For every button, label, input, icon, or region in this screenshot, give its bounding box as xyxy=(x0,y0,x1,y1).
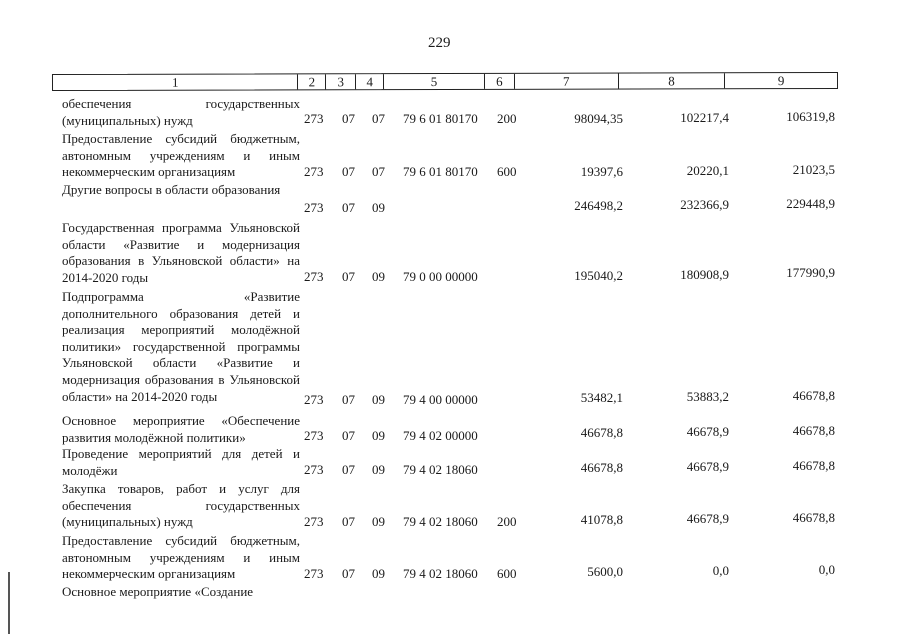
cell-podrazdel: 07 xyxy=(372,164,385,179)
cell-razdel: 07 xyxy=(342,428,355,443)
scan-margin-line xyxy=(8,572,10,634)
cell-year-3: 46678,8 xyxy=(792,510,835,525)
cell-year-2: 53883,2 xyxy=(686,389,729,404)
row-name: Предоставление субсидий бюджетным, автономным учреждениям и иным некоммерческим организациям xyxy=(62,533,300,582)
cell-admin: 273 xyxy=(304,200,324,215)
row-name: Основное мероприятие «Создание xyxy=(62,584,254,599)
row-name: Закупка товаров, работ и услуг для обеспечения государственных (муниципальных) нужд xyxy=(62,481,300,530)
cell-admin: 273 xyxy=(304,566,324,581)
cell-csr: 79 6 01 80170 xyxy=(403,164,478,179)
cell-year-3: 177990,9 xyxy=(786,265,835,280)
cell-admin: 273 xyxy=(304,164,324,179)
cell-year-2: 0,0 xyxy=(712,563,729,578)
cell-admin: 273 xyxy=(304,514,324,529)
cell-csr: 79 4 00 00000 xyxy=(403,392,478,407)
header-col-6: 6 xyxy=(485,74,515,89)
cell-year-2: 46678,9 xyxy=(686,511,729,526)
cell-admin: 273 xyxy=(304,462,324,477)
cell-podrazdel: 07 xyxy=(372,111,385,126)
cell-year-1: 46678,8 xyxy=(580,425,623,440)
cell-year-3: 46678,8 xyxy=(792,388,835,403)
cell-razdel: 07 xyxy=(342,392,355,407)
cell-admin: 273 xyxy=(304,428,324,443)
cell-razdel: 07 xyxy=(342,111,355,126)
cell-razdel: 07 xyxy=(342,462,355,477)
cell-csr: 79 0 00 00000 xyxy=(403,269,478,284)
cell-year-3: 46678,8 xyxy=(792,458,835,473)
header-col-4: 4 xyxy=(356,74,384,89)
cell-year-2: 46678,9 xyxy=(686,424,729,439)
cell-year-1: 53482,1 xyxy=(580,390,623,405)
header-col-5: 5 xyxy=(384,74,485,89)
header-col-3: 3 xyxy=(326,74,356,89)
cell-year-1: 41078,8 xyxy=(580,512,623,527)
cell-admin: 273 xyxy=(304,269,324,284)
cell-podrazdel: 09 xyxy=(372,392,385,407)
header-col-9: 9 xyxy=(777,73,785,89)
cell-admin: 273 xyxy=(304,111,324,126)
cell-year-3: 21023,5 xyxy=(792,162,835,177)
cell-csr: 79 4 02 18060 xyxy=(403,462,478,477)
cell-csr: 79 4 02 18060 xyxy=(403,514,478,529)
cell-year-1: 195040,2 xyxy=(574,268,623,283)
row-name: Основное мероприятие «Обеспечение развития молодёжной политики» xyxy=(62,413,300,445)
header-col-8: 8 xyxy=(619,73,726,88)
cell-year-1: 246498,2 xyxy=(574,198,623,213)
cell-year-1: 5600,0 xyxy=(587,564,623,579)
cell-razdel: 07 xyxy=(342,164,355,179)
cell-razdel: 07 xyxy=(342,566,355,581)
row-name: Проведение мероприятий для детей и молодёжи xyxy=(62,446,300,478)
row-name: Предоставление субсидий бюджетным, автономным учреждениям и иным некоммерческим организациям xyxy=(62,131,300,180)
cell-year-2: 102217,4 xyxy=(680,110,729,125)
cell-podrazdel: 09 xyxy=(372,428,385,443)
cell-vr: 200 xyxy=(497,514,517,529)
cell-year-3: 0,0 xyxy=(818,562,835,577)
cell-podrazdel: 09 xyxy=(372,200,385,215)
cell-csr: 79 6 01 80170 xyxy=(403,111,478,126)
cell-podrazdel: 09 xyxy=(372,462,385,477)
cell-admin: 273 xyxy=(304,392,324,407)
cell-csr: 79 4 02 18060 xyxy=(403,566,478,581)
header-col-7: 7 xyxy=(515,74,619,89)
cell-year-2: 20220,1 xyxy=(686,163,729,178)
row-name: Подпрограмма «Развитие дополнительного образования детей и реализация мероприятий молодёжной политики» государственной программы Ульяновской области «Развитие и модернизация образования в Ульяновской области» на 2014-2020 годы xyxy=(62,289,300,404)
row-name: обеспечения государственных (муниципальных) нужд xyxy=(62,96,300,128)
cell-year-1: 46678,8 xyxy=(580,460,623,475)
cell-year-2: 232366,9 xyxy=(680,197,729,212)
cell-vr: 200 xyxy=(497,111,517,126)
row-name: Другие вопросы в области образования xyxy=(62,182,281,197)
header-col-1: 1 xyxy=(53,74,298,90)
cell-year-3: 229448,9 xyxy=(786,196,835,211)
cell-razdel: 07 xyxy=(342,269,355,284)
cell-vr: 600 xyxy=(497,566,517,581)
cell-razdel: 07 xyxy=(342,514,355,529)
cell-year-3: 106319,8 xyxy=(786,109,835,124)
cell-year-2: 180908,9 xyxy=(680,267,729,282)
page-number: 229 xyxy=(428,35,451,51)
cell-podrazdel: 09 xyxy=(372,566,385,581)
cell-year-1: 19397,6 xyxy=(580,164,623,179)
row-name: Государственная программа Ульяновской области «Развитие и модернизация образования в Ульяновской области» на 2014-2020 годы xyxy=(62,220,300,285)
cell-podrazdel: 09 xyxy=(372,514,385,529)
cell-razdel: 07 xyxy=(342,200,355,215)
cell-year-1: 98094,35 xyxy=(574,111,623,126)
cell-vr: 600 xyxy=(497,164,517,179)
header-col-2: 2 xyxy=(298,74,326,89)
cell-year-2: 46678,9 xyxy=(686,459,729,474)
cell-podrazdel: 09 xyxy=(372,269,385,284)
cell-csr: 79 4 02 00000 xyxy=(403,428,478,443)
cell-year-3: 46678,8 xyxy=(792,423,835,438)
